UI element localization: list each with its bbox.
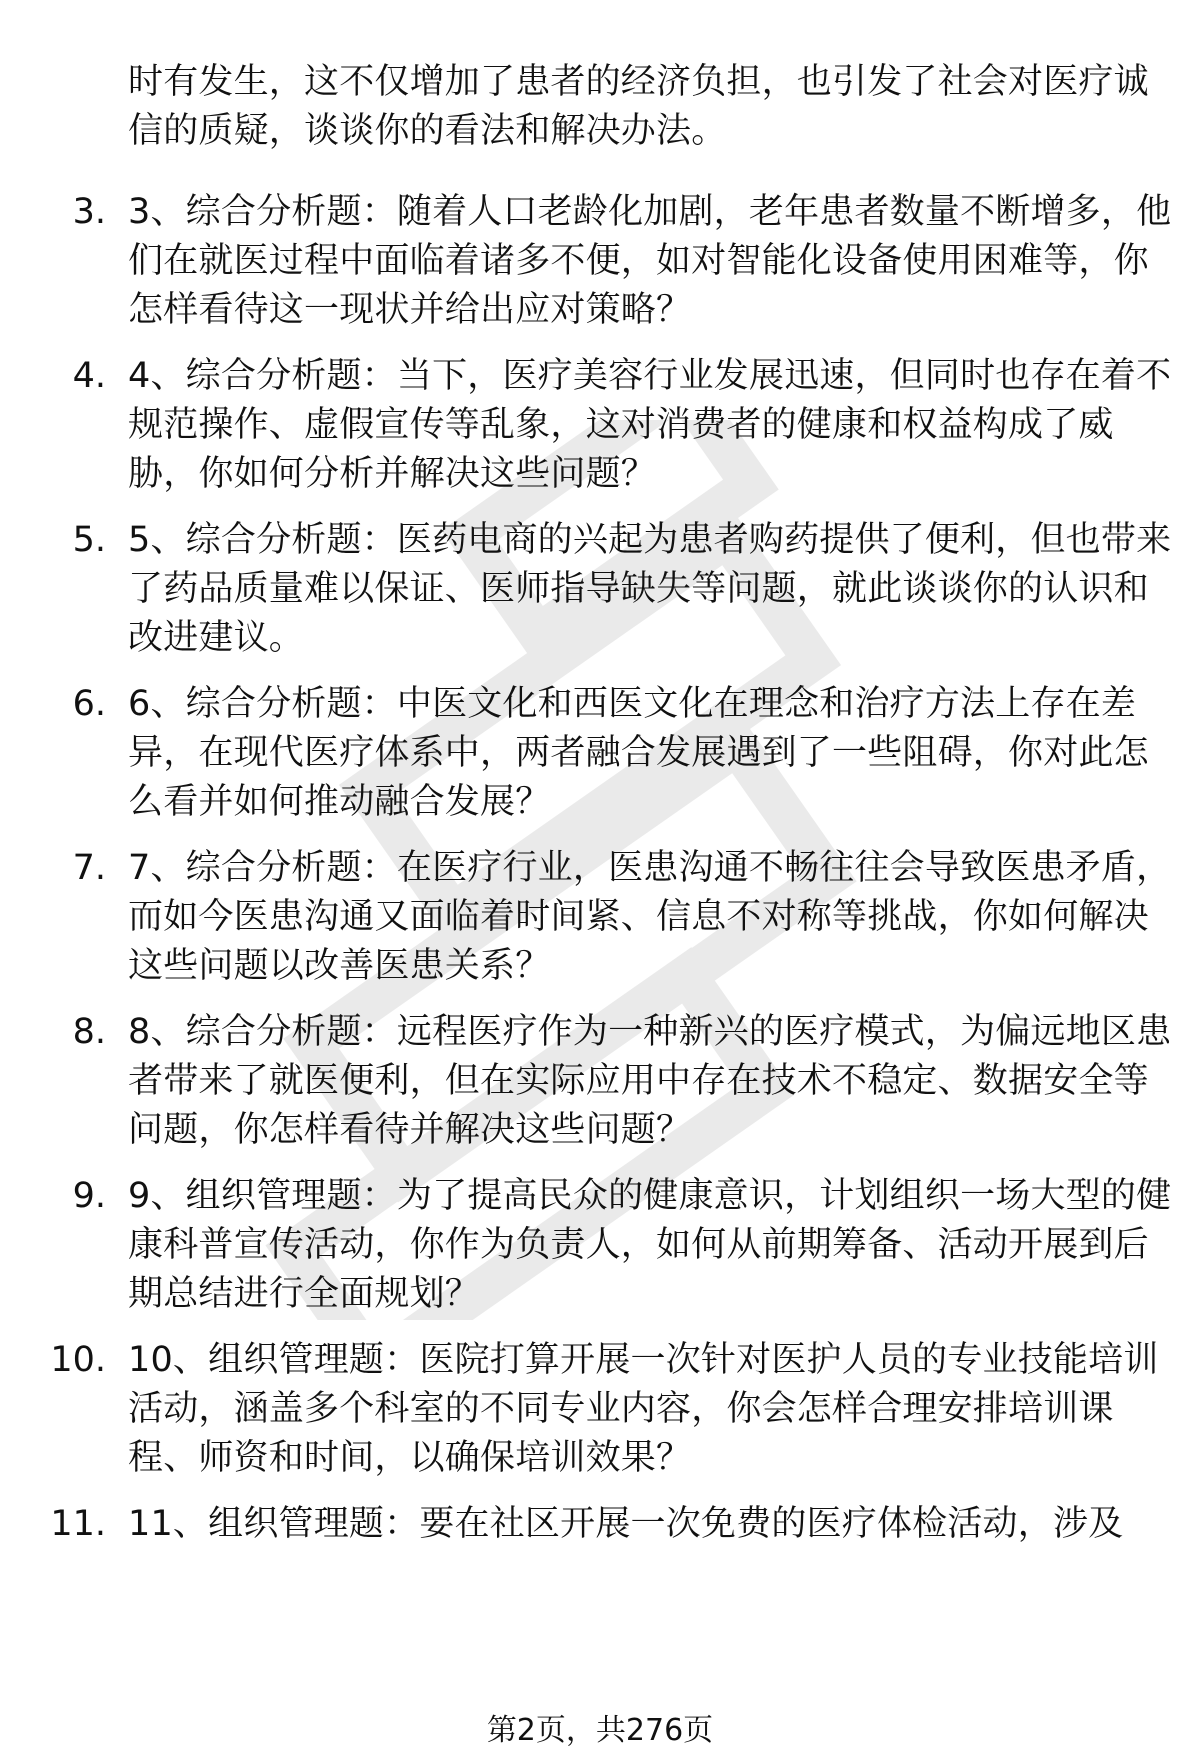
question-item (0, 352, 1200, 500)
page-footer: 第2页，共276页 (486, 1713, 714, 1748)
question-number: 11. (50, 1504, 106, 1544)
question-number: 3. (72, 192, 106, 232)
question-text: 11、组织管理题：要在社区开展一次免费的医疗体检活动，涉及 (128, 1504, 1124, 1544)
continuation-paragraph: 时有发生，这不仅增加了患者的经济负担，也引发了社会对医疗诚信的质疑，谈谈你的看法和解决办法。 (128, 62, 1149, 151)
question-number: 5. (72, 520, 106, 560)
question-number: 7. (72, 848, 106, 888)
question-text: 5、综合分析题：医药电商的兴起为患者购药提供了便利，但也带来了药品质量难以保证、医师指导缺失等问题，就此谈谈你的认识和改进建议。 (128, 520, 1172, 658)
question-number: 10. (50, 1340, 106, 1380)
question-text: 4、综合分析题：当下，医疗美容行业发展迅速，但同时也存在着不规范操作、虚假宣传等乱象，这对消费者的健康和权益构成了威胁，你如何分析并解决这些问题？ (128, 356, 1172, 494)
question-text: 10、组织管理题：医院打算开展一次针对医护人员的专业技能培训活动，涵盖多个科室的不同专业内容，你会怎样合理安排培训课程、师资和时间，以确保培训效果？ (128, 1340, 1159, 1478)
question-number: 8. (72, 1012, 106, 1052)
question-item (0, 844, 1200, 992)
question-text: 3、综合分析题：随着人口老龄化加剧，老年患者数量不断增多，他们在就医过程中面临着诸多不便，如对智能化设备使用困难等，你怎样看待这一现状并给出应对策略？ (128, 192, 1172, 330)
question-number: 9. (72, 1176, 106, 1216)
question-text: 9、组织管理题：为了提高民众的健康意识，计划组织一场大型的健康科普宣传活动，你作为负责人，如何从前期筹备、活动开展到后期总结进行全面规划？ (128, 1176, 1172, 1314)
question-item (0, 1008, 1200, 1156)
question-number: 6. (72, 684, 106, 724)
question-item (0, 680, 1200, 828)
question-text: 6、综合分析题：中医文化和西医文化在理念和治疗方法上存在差异，在现代医疗体系中，两者融合发展遇到了一些阻碍，你对此怎么看并如何推动融合发展？ (128, 684, 1149, 822)
question-list (0, 188, 1200, 1664)
question-number: 4. (72, 356, 106, 396)
question-item (0, 188, 1200, 336)
question-item (0, 1336, 1200, 1484)
question-text: 8、综合分析题：远程医疗作为一种新兴的医疗模式，为偏远地区患者带来了就医便利，但在实际应用中存在技术不稳定、数据安全等问题，你怎样看待并解决这些问题？ (128, 1012, 1172, 1150)
question-text: 7、综合分析题：在医疗行业，医患沟通不畅往往会导致医患矛盾，而如今医患沟通又面临着时间紧、信息不对称等挑战，你如何解决这些问题以改善医患关系？ (128, 848, 1172, 986)
question-item (0, 1172, 1200, 1320)
question-item (0, 516, 1200, 664)
question-item (0, 1500, 1200, 1648)
